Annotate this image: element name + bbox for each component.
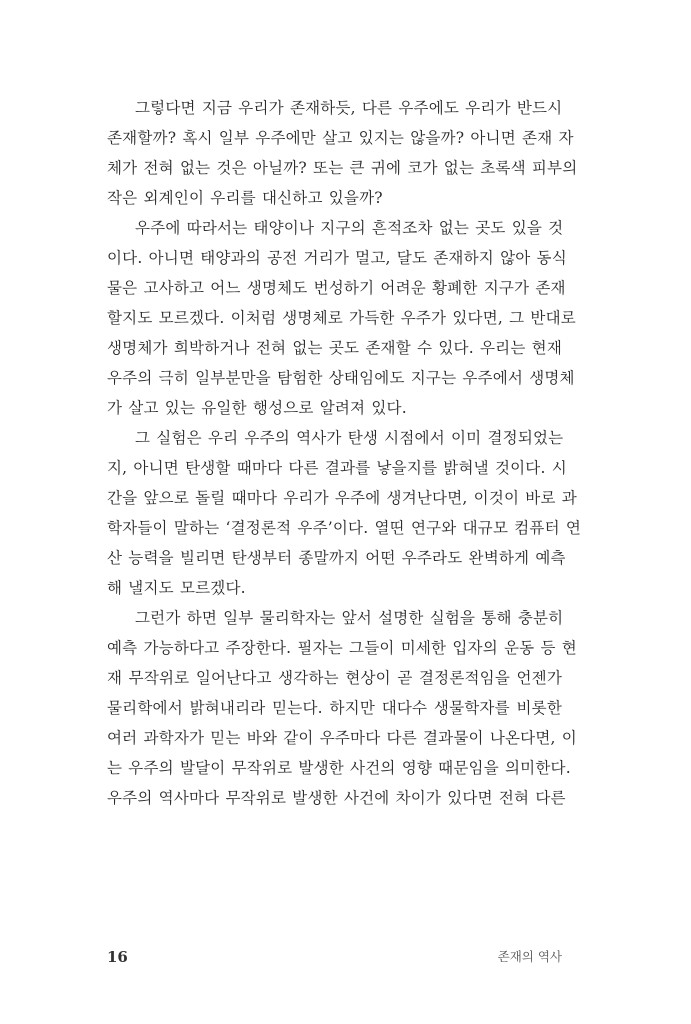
paragraph-3-line-5: 산 능력을 빌리면 탄생부터 종말까지 어떤 우주라도 완벽하게 예측 [107, 549, 566, 567]
paragraph-1-line-2: 존재할까? 혹시 일부 우주에만 살고 있지는 않을까? 아니면 존재 자 [107, 129, 574, 147]
paragraph-2-line-6: 우주의 극히 일부분만을 탐험한 상태임에도 지구는 우주에서 생명체 [107, 369, 575, 387]
paragraph-2-line-7: 가 살고 있는 유일한 행성으로 알려져 있다. [107, 399, 407, 417]
paragraph-3-line-4: 학자들이 말하는 ‘결정론적 우주’이다. 열띤 연구와 대규모 컴퓨터 연 [107, 519, 582, 537]
paragraph-4-line-3: 재 무작위로 일어난다고 생각하는 현상이 곧 결정론적임을 언젠가 [107, 669, 562, 687]
paragraph-1-line-3: 체가 전혀 없는 것은 아닐까? 또는 큰 귀에 코가 없는 초록색 피부의 [107, 159, 578, 177]
page-number: 16 [107, 948, 128, 966]
running-title: 존재의 역사 [497, 949, 562, 964]
paragraph-4-line-1: 그런가 하면 일부 물리학자는 앞서 설명한 실험을 통해 충분히 [135, 609, 564, 627]
body-text [107, 93, 582, 813]
paragraph-4-line-5: 여러 과학자가 믿는 바와 같이 우주마다 다른 결과물이 나온다면, 이 [107, 729, 577, 747]
paragraph-2-line-1: 우주에 따라서는 태양이나 지구의 흔적조차 없는 곳도 있을 것 [135, 219, 564, 237]
paragraph-2-line-2: 이다. 아니면 태양과의 공전 거리가 멀고, 달도 존재하지 않아 동식 [107, 249, 567, 267]
page-footer [107, 945, 562, 969]
paragraph-1-line-4: 작은 외계인이 우리를 대신하고 있을까? [107, 189, 383, 207]
paragraph-3-line-6: 해 낼지도 모르겠다. [107, 579, 246, 597]
paragraph-4-line-4: 물리학에서 밝혀내리라 믿는다. 하지만 대다수 생물학자를 비롯한 [107, 699, 562, 717]
paragraph-2-line-4: 할지도 모르겠다. 이처럼 생명체로 가득한 우주가 있다면, 그 반대로 [107, 309, 576, 327]
paragraph-2-line-3: 물은 고사하고 어느 생명체도 번성하기 어려운 황폐한 지구가 존재 [107, 279, 566, 297]
paragraph-3-line-2: 지, 아니면 탄생할 때마다 다른 결과를 낳을지를 밝혀낼 것이다. 시 [107, 459, 567, 477]
paragraph-4-line-6: 는 우주의 발달이 무작위로 발생한 사건의 영향 때문임을 의미한다. [107, 759, 571, 777]
paragraph-1-line-1: 그렇다면 지금 우리가 존재하듯, 다른 우주에도 우리가 반드시 [135, 99, 563, 117]
paragraph-2-line-5: 생명체가 희박하거나 전혀 없는 곳도 존재할 수 있다. 우리는 현재 [107, 339, 562, 357]
paragraph-3-line-1: 그 실험은 우리 우주의 역사가 탄생 시점에서 이미 결정되었는 [135, 429, 564, 447]
paragraph-4-line-7: 우주의 역사마다 무작위로 발생한 사건에 차이가 있다면 전혀 다른 [107, 789, 566, 807]
paragraph-4-line-2: 예측 가능하다고 주장한다. 필자는 그들이 미세한 입자의 운동 등 현 [107, 639, 577, 657]
paragraph-3-line-3: 간을 앞으로 돌릴 때마다 우리가 우주에 생겨난다면, 이것이 바로 과 [107, 489, 577, 507]
